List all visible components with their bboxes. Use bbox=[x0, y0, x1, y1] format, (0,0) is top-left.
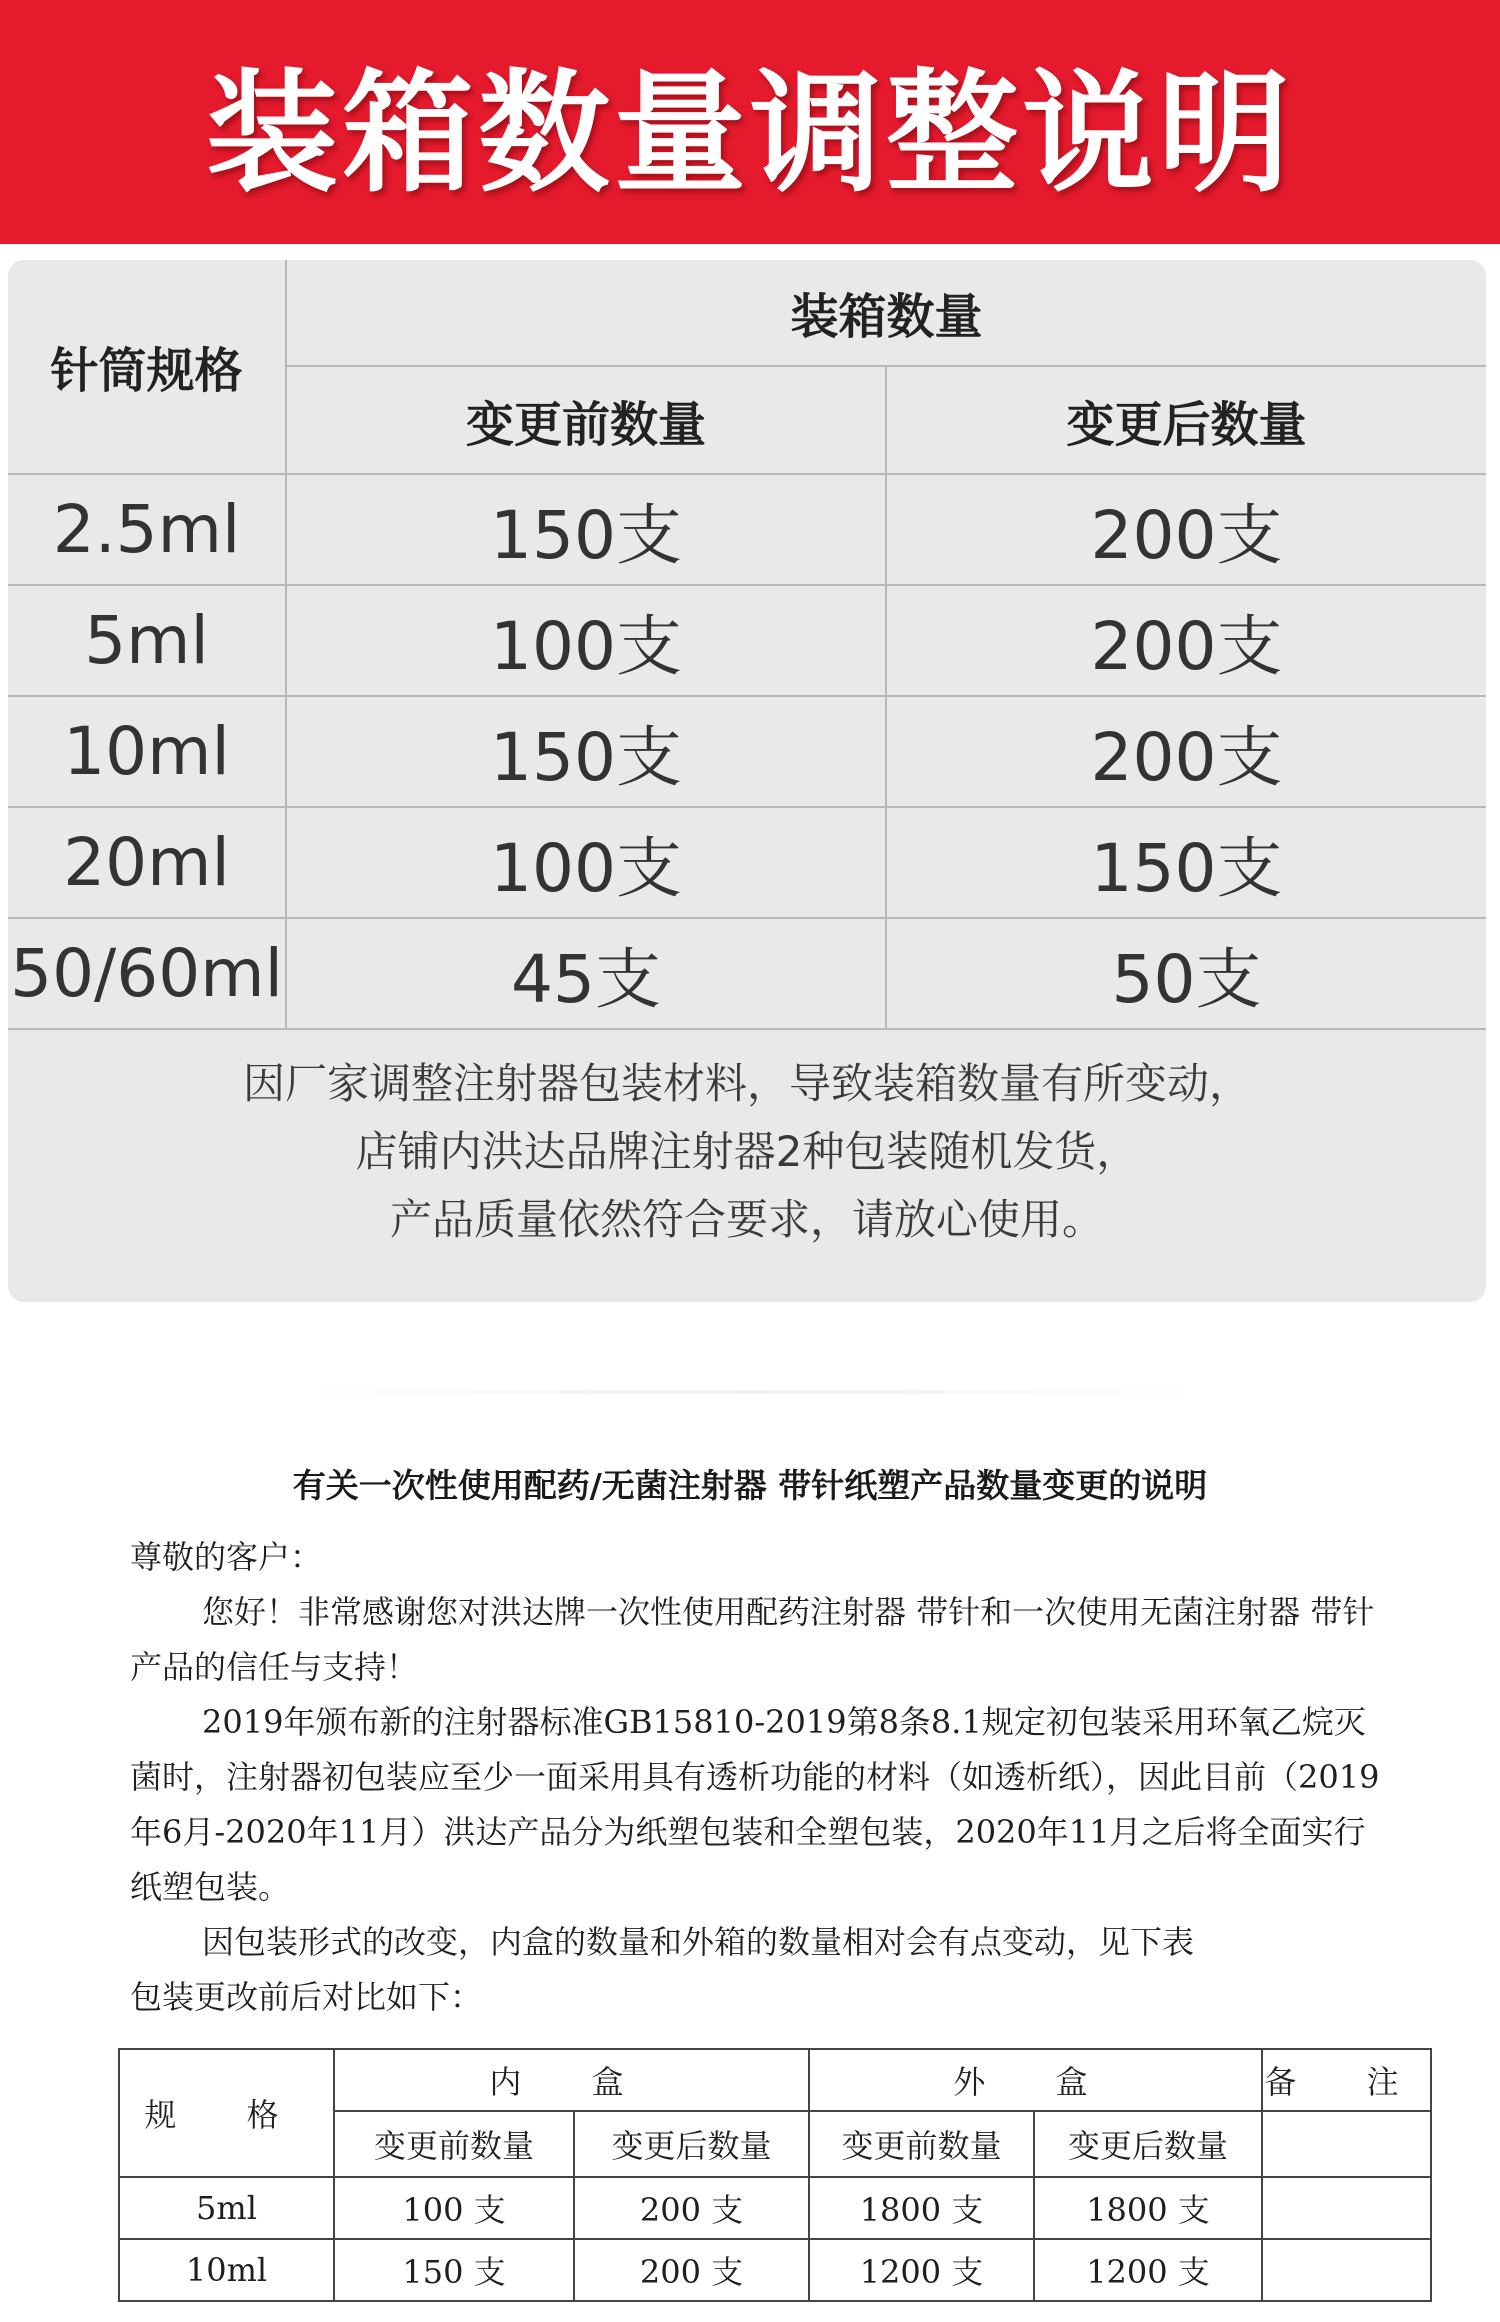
spec-cell: 5ml bbox=[8, 585, 286, 696]
packing-quantity-table bbox=[8, 260, 1486, 1030]
inner-box-header: 内 盒 bbox=[334, 2049, 809, 2111]
document-title: 有关一次性使用配药/无菌注射器 带针纸塑产品数量变更的说明 bbox=[292, 1466, 1208, 1505]
after-quantity-cell: 200支 bbox=[886, 474, 1486, 585]
doc-spec-cell: 5ml bbox=[119, 2177, 334, 2239]
inner-before-header: 变更前数量 bbox=[334, 2111, 574, 2177]
before-quantity-header: 变更前数量 bbox=[286, 366, 886, 474]
page-title: 装箱数量调整说明 bbox=[206, 57, 1294, 211]
comparison-table bbox=[118, 2048, 1432, 2302]
table-row bbox=[8, 585, 1486, 696]
before-quantity-cell: 100支 bbox=[286, 807, 886, 918]
table-row bbox=[8, 918, 1486, 1029]
table-row bbox=[8, 807, 1486, 918]
table-row bbox=[119, 2239, 1431, 2301]
inner-before-cell: 150 支 bbox=[334, 2239, 574, 2301]
inner-after-header: 变更后数量 bbox=[574, 2111, 809, 2177]
packing-quantity-card bbox=[8, 260, 1486, 1302]
title-banner bbox=[0, 0, 1500, 244]
before-quantity-cell: 100支 bbox=[286, 585, 886, 696]
scanned-notice-document bbox=[0, 1330, 1500, 2322]
inner-after-cell: 200 支 bbox=[574, 2177, 809, 2239]
inner-before-cell: 100 支 bbox=[334, 2177, 574, 2239]
outer-after-cell: 1200 支 bbox=[1034, 2239, 1262, 2301]
notice-line: 因厂家调整注射器包装材料，导致装箱数量有所变动， bbox=[242, 1059, 1251, 1108]
outer-before-header: 变更前数量 bbox=[809, 2111, 1034, 2177]
after-quantity-cell: 50支 bbox=[886, 918, 1486, 1029]
before-quantity-cell: 45支 bbox=[286, 918, 886, 1029]
outer-before-cell: 1800 支 bbox=[809, 2177, 1034, 2239]
spec-header: 针筒规格 bbox=[8, 260, 286, 474]
before-quantity-cell: 150支 bbox=[286, 696, 886, 807]
document-paragraph: 您好！非常感谢您对洪达牌一次性使用配药注射器 带针和一次使用无菌注射器 带针产品的信任与支持！ bbox=[130, 1593, 1375, 1686]
after-quantity-cell: 150支 bbox=[886, 807, 1486, 918]
document-paragraph: 因包装形式的改变，内盒的数量和外箱的数量相对会有点变动，见下表 bbox=[202, 1923, 1195, 1961]
outer-after-header: 变更后数量 bbox=[1034, 2111, 1262, 2177]
before-quantity-cell: 150支 bbox=[286, 474, 886, 585]
outer-before-cell: 1200 支 bbox=[809, 2239, 1034, 2301]
document-closing: 包装更改前后对比如下： bbox=[130, 1978, 483, 2016]
doc-spec-header: 规 格 bbox=[119, 2049, 334, 2177]
spec-cell: 2.5ml bbox=[8, 474, 286, 585]
spec-cell: 20ml bbox=[8, 807, 286, 918]
remark-cell bbox=[1262, 2177, 1431, 2239]
document-paragraph: 2019年颁布新的注射器标准GB15810-2019第8条8.1规定初包装采用环氧乙烷灭菌时，注射器初包装应至少一面采用具有透析功能的材料（如透析纸），因此目前（2019年6月-2020年11月）洪达产品分为纸塑包装和全塑包装，2020年11月之后将全面实行纸塑包装。 bbox=[130, 1703, 1380, 1906]
table-row bbox=[119, 2177, 1431, 2239]
doc-spec-cell: 10ml bbox=[119, 2239, 334, 2301]
remark-header: 备 注 bbox=[1262, 2049, 1431, 2111]
after-quantity-cell: 200支 bbox=[886, 696, 1486, 807]
packing-quantity-header: 装箱数量 bbox=[286, 260, 1486, 366]
after-quantity-cell: 200支 bbox=[886, 585, 1486, 696]
outer-box-header: 外 盒 bbox=[809, 2049, 1262, 2111]
page-fold-shadow bbox=[300, 1390, 1200, 1394]
remark-blank-cell bbox=[1262, 2111, 1431, 2177]
notice-line: 店铺内洪达品牌注射器2种包装随机发货， bbox=[355, 1127, 1139, 1176]
notice-text bbox=[8, 1050, 1486, 1254]
remark-cell bbox=[1262, 2239, 1431, 2301]
after-quantity-header: 变更后数量 bbox=[886, 366, 1486, 474]
spec-cell: 10ml bbox=[8, 696, 286, 807]
document-body bbox=[130, 1530, 1380, 2025]
table-row bbox=[8, 474, 1486, 585]
spec-cell: 50/60ml bbox=[8, 918, 286, 1029]
table-row bbox=[8, 696, 1486, 807]
outer-after-cell: 1800 支 bbox=[1034, 2177, 1262, 2239]
notice-line: 产品质量依然符合要求，请放心使用。 bbox=[389, 1195, 1104, 1244]
document-greeting: 尊敬的客户： bbox=[130, 1538, 323, 1576]
inner-after-cell: 200 支 bbox=[574, 2239, 809, 2301]
